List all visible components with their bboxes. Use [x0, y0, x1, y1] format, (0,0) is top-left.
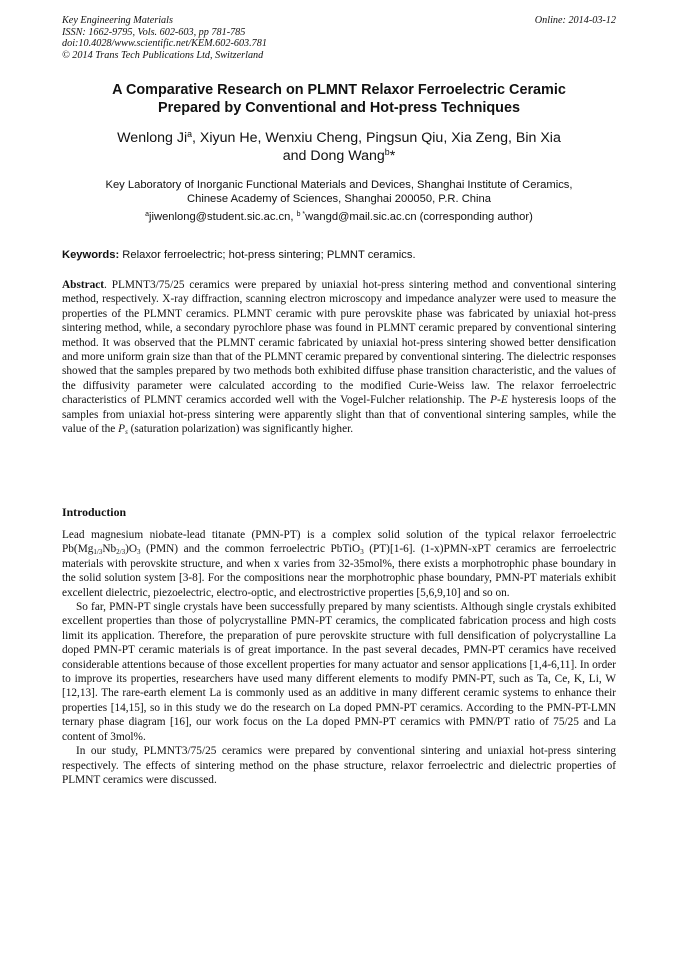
- author-emails: [60, 210, 618, 224]
- title-line-1: A Comparative Research on PLMNT Relaxor Ferroelectric Ceramic: [112, 82, 566, 98]
- keywords-text: Relaxor ferroelectric; hot-press sintering; PLMNT ceramics.: [119, 249, 416, 261]
- author-line-2-text: and Dong Wang: [282, 147, 385, 164]
- intro-paragraph-3: In our study, PLMNT3/75/25 ceramics were prepared by conventional sintering and uniaxial hot-press sintering respectively. The effects of sintering method on the phase structure, relaxor ferroelectric and dielectric properties of PLMNT ceramics were discussed.: [62, 745, 616, 786]
- abstract-text-3: (saturation polarization) was significantly higher.: [127, 423, 354, 436]
- email-a-sup: a: [145, 211, 150, 219]
- intro-paragraph-2: So far, PMN-PT single crystals have been successfully prepared by many scientists. Although single crystals exhibited excellent properties than those of polycrystalline PMN-PT ceramics, the complicated fabrication process and high costs limit its application. Therefore, the preparation of pure perovskite structure with full densification of polycrystalline La doped PMN-PT ceramic materials is of great importance. In the past several decades, PMN-PT ceramics have received considerable attentions because of those excellent properties for many actuator and sensor applications [1,4-6,11]. In order to improve its properties, researchers have used many different elements to modify PMN-PT, such as Ta, Ce, K, Li, W [12,13]. The rare-earth element La is commonly used as an additive in many different ceramic systems to enhance their properties [14,15], so in this study we do the research on La doped PMN-PT ceramics. According to the PMN-PT-LMN ternary phase diagram [16], our work focus on the La doped PMN-PT ceramics with PMN/PT ratio of 75/25 and La content of 3mol%.: [62, 601, 616, 743]
- keywords: [62, 248, 616, 262]
- email-a[interactable]: jiwenlong@student.sic.ac.cn,: [149, 211, 294, 223]
- affiliation-line-2: Chinese Academy of Sciences, Shanghai 200050, P.R. China: [187, 193, 491, 206]
- title-line-2: Prepared by Conventional and Hot-press Techniques: [158, 100, 520, 116]
- journal-header: [62, 15, 616, 61]
- affiliation-line-1: Key Laboratory of Inorganic Functional Materials and Devices, Shanghai Institute of Ceramics,: [105, 179, 573, 191]
- abstract-text-1: . PLMNT3/75/25 ceramics were prepared by uniaxial hot-press sintering method and conventional sintering method, respectively. X-ray diffraction, scanning electron microscopy and impedance analyzer were used to measure the properties of the PLMNT ceramics. PLMNT ceramic with pure perovskite phase was fabricated by uniaxial hot-press sintering method, while, a secondary pyrochlore phase was found in PLMNT ceramic prepared by conventional sintering method. It was observed that the PLMNT ceramic fabricated by uniaxial hot-press sintering showed better densification and more uniform grain size than that of the PLMNT ceramic prepared by conventional sintering. The dielectric responses showed that the samples prepared by two methods both exhibited diffuse phase transition characteristic, and the values of the diffusivity parameter were calculated according to the modified Curie-Weiss law. The relaxor ferroelectric characteristics of PLMNT ceramics accorded well with the Vogel-Fulcher relationship. The: [62, 279, 616, 407]
- first-author: Wenlong Ji: [117, 130, 188, 146]
- abstract: [62, 278, 616, 436]
- abstract-ps-sub: s: [125, 427, 128, 436]
- author-line-2: [60, 148, 618, 166]
- doi-line: doi:10.4028/www.scientific.net/KEM.602-603.781: [62, 38, 267, 49]
- abstract-label: Abstract: [62, 279, 105, 291]
- affiliation: [60, 178, 618, 206]
- abstract-text-2: hysteresis loops of the samples from uniaxial hot-press sintering were apparently slight than that of conventional sintering samples, while the value of the: [62, 394, 617, 436]
- abstract-pe-symbol: P-E: [490, 394, 508, 407]
- email-b[interactable]: wangd@mail.sic.ac.cn (corresponding author): [305, 211, 533, 223]
- section-heading-introduction: Introduction: [62, 505, 127, 519]
- online-date: Online: 2014-03-12: [534, 15, 616, 26]
- author-line-1: [60, 130, 618, 148]
- intro-paragraph-1: Lead magnesium niobate-lead titanate (PMN-PT) is a complex solid solution of the typical relaxor ferroelectric $Pb(Mg_{1/3}Nb_{2/3})O_3$ (PMN) and the common ferroelectric PbTiO$_3$ (PT)[1-6]. (1-x)PMN-xPT ceramics are ferroelectric materials with perovskite structure, and when x varies from 32-35mol%, there exists a morphotrophic phase boundary in the solid solution system [3-8]. For the compositions near the morphotrophic phase boundary, PMN-PT materials exhibit excellent dielectric, piezoelectric, electro-optic, and electrostrictive properties [5,6,9,10] and so on.: [62, 529, 616, 599]
- author-list: [60, 130, 618, 165]
- abstract-ps-symbol: P: [118, 423, 126, 436]
- email-b-sup: b *: [296, 211, 306, 219]
- paper-title: [50, 81, 628, 117]
- last-author-sup: b: [384, 146, 390, 157]
- keywords-label: Keywords:: [62, 249, 120, 261]
- introduction-body: [62, 528, 616, 787]
- copyright-line: © 2014 Trans Tech Publications Ltd, Switzerland: [62, 49, 264, 61]
- corresponding-star: *: [389, 147, 396, 164]
- first-author-sup: a: [187, 129, 193, 140]
- issn-line: ISSN: 1662-9795, Vols. 602-603, pp 781-785: [62, 26, 246, 38]
- journal-name: Key Engineering Materials: [62, 15, 173, 26]
- author-line-1-rest: , Xiyun He, Wenxiu Cheng, Pingsun Qiu, Xia Zeng, Bin Xia: [192, 130, 561, 146]
